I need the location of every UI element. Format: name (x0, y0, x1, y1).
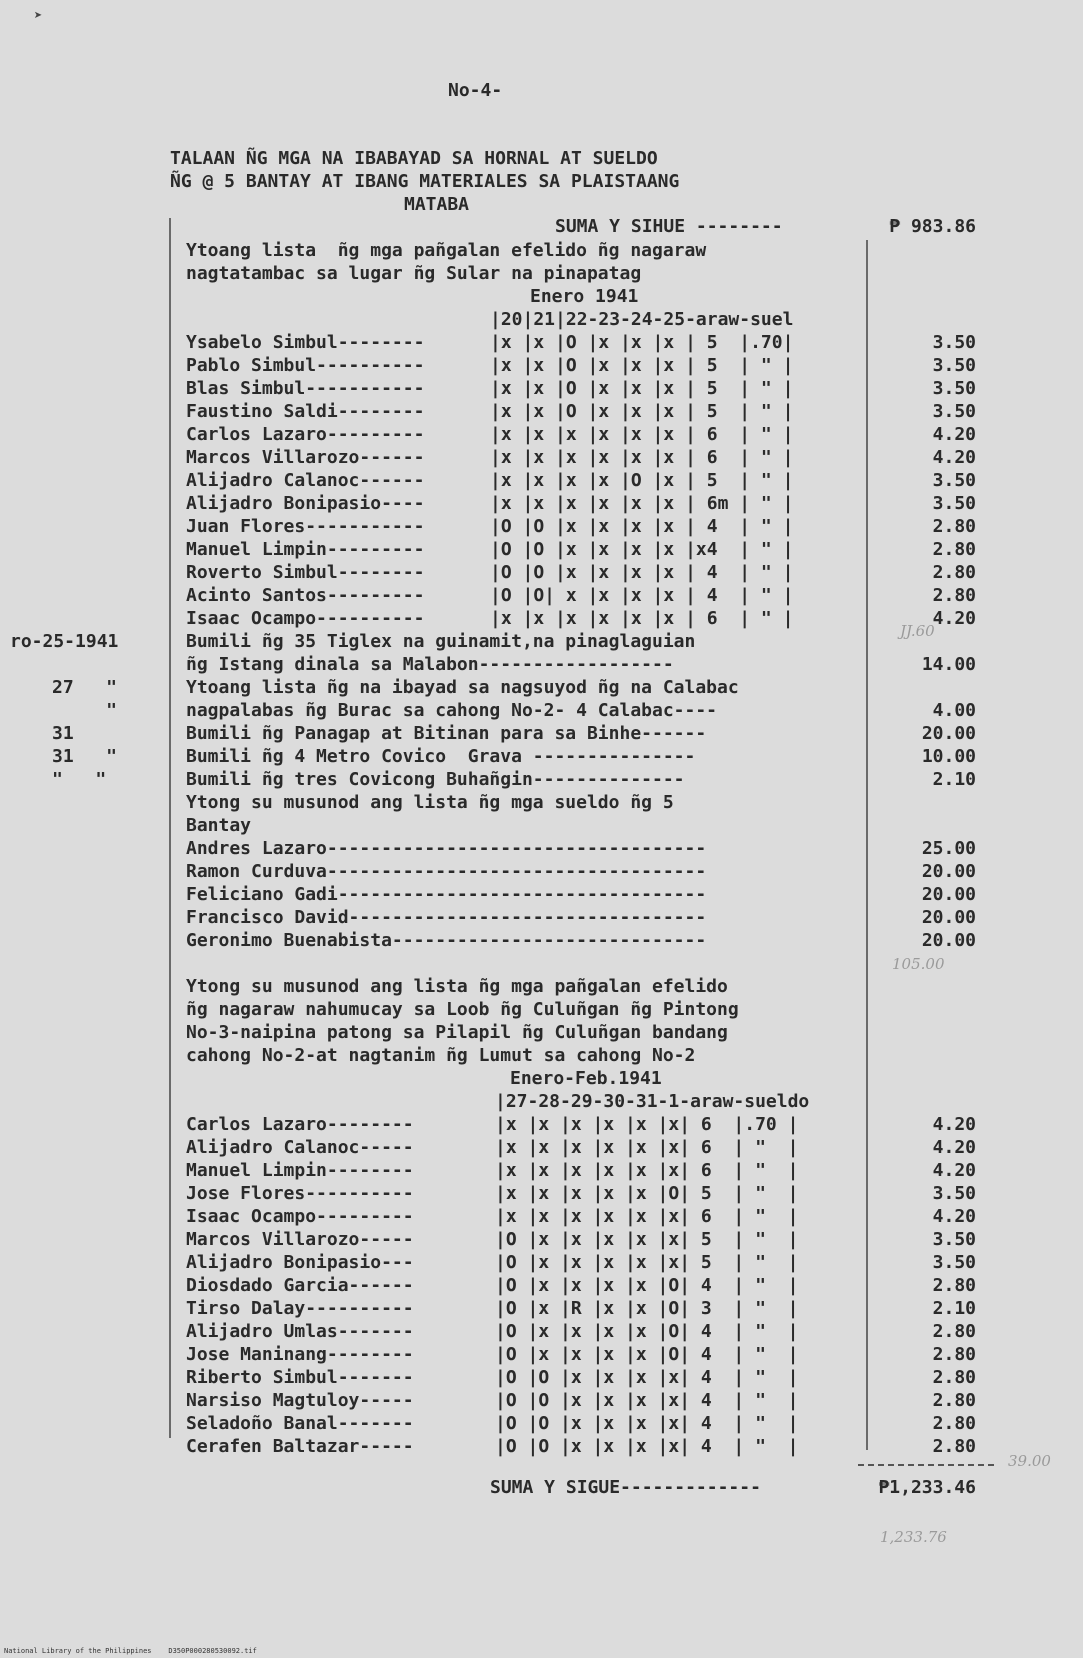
title-line-3: MATABA (404, 194, 470, 215)
handwritten-note: JJ.60 (900, 622, 935, 640)
table-row-marks: |O |O |x |x |x |x | 4 | " | (490, 562, 794, 583)
table-row-amount: 3.50 (932, 1252, 976, 1273)
section1-month: Enero 1941 (530, 286, 639, 307)
table-row-name: Andres Lazaro----------------------------------- (186, 838, 707, 859)
table-row-name: Alijadro Calanoc----- (186, 1137, 414, 1158)
table-row-marks: |x |x |O |x |x |x | 5 | " | (490, 401, 794, 422)
handwritten-note: 1,233.76 (880, 1528, 947, 1546)
handwritten-note: 105.00 (892, 955, 945, 973)
table-row-name: Carlos Lazaro--------- (186, 424, 425, 445)
corner-arrow-mark: ➤ (34, 8, 43, 24)
entry-amount: 14.00 (921, 654, 976, 675)
table-row-amount: 2.80 (932, 1413, 976, 1434)
entry-amount: 20.00 (921, 723, 976, 744)
table-row-amount: 20.00 (921, 884, 976, 905)
table-row-amount: 3.50 (932, 1183, 976, 1204)
table-row-amount: 25.00 (921, 838, 976, 859)
table-row-amount: 4.20 (932, 424, 976, 445)
table-row-amount: 20.00 (921, 907, 976, 928)
table-row-marks: |O |O |x |x |x |x| 4 | " | (495, 1367, 799, 1388)
table-row-amount: 2.80 (932, 585, 976, 606)
table-row-name: Isaac Ocampo--------- (186, 1206, 414, 1227)
table-row-name: Pablo Simbul---------- (186, 355, 425, 376)
table-row-marks: |O |O |x |x |x |x| 4 | " | (495, 1390, 799, 1411)
section1-column-header: |20|21|22-23-24-25-araw-suel (490, 309, 794, 330)
table-row-name: Isaac Ocampo---------- (186, 608, 425, 629)
table-row-amount: 4.20 (932, 608, 976, 629)
table-row-name: Cerafen Baltazar----- (186, 1436, 414, 1457)
table-row-amount: 4.20 (932, 1137, 976, 1158)
right-rule (866, 240, 868, 1450)
entry-date: 31 " (52, 746, 118, 767)
table-row-marks: |x |x |O |x |x |x | 5 |.70| (490, 332, 794, 353)
table-row-name: Tirso Dalay---------- (186, 1298, 414, 1319)
table-row-amount: 3.50 (932, 355, 976, 376)
entry-text: Bumili ñg 4 Metro Covico Grava --------------- (186, 746, 696, 767)
table-row-name: Riberto Simbul------- (186, 1367, 414, 1388)
entry-date: ro-25-1941 (10, 631, 119, 652)
table-row-amount: 4.20 (932, 1160, 976, 1181)
table-row-amount: 3.50 (932, 378, 976, 399)
section3-intro-2: ñg nagaraw nahumucay sa Loob ñg Culuñgan ñg Pintong (186, 999, 739, 1020)
entry-date: 27 " (52, 677, 118, 698)
handwritten-note: 39.00 (1008, 1452, 1051, 1470)
table-row-amount: 2.80 (932, 516, 976, 537)
table-row-marks: |x |x |x |x |x |x | 6m | " | (490, 493, 794, 514)
table-row-name: Ysabelo Simbul-------- (186, 332, 425, 353)
section2-intro-1: Ytong su musunod ang lista ñg mga sueldo ñg 5 (186, 792, 674, 813)
entry-amount: 4.00 (932, 700, 976, 721)
table-row-marks: |x |x |x |x |x |x | 6 | " | (490, 447, 794, 468)
page-number: No-4- (448, 80, 503, 101)
table-row-name: Feliciano Gadi---------------------------------- (186, 884, 707, 905)
table-row-amount: 2.80 (932, 562, 976, 583)
title-line-1: TALAAN ÑG MGA NA IBABAYAD SA HORNAL AT SUELDO (170, 148, 658, 169)
table-row-marks: |O |x |x |x |x |O| 4 | " | (495, 1275, 799, 1296)
table-row-marks: |x |x |x |x |x |x | 6 | " | (490, 608, 794, 629)
table-row-marks: |x |x |x |x |x |x | 6 | " | (490, 424, 794, 445)
table-row-name: Diosdado Garcia------ (186, 1275, 414, 1296)
table-row-marks: |O |x |R |x |x |O| 3 | " | (495, 1298, 799, 1319)
table-row-marks: |x |x |x |x |x |O| 5 | " | (495, 1183, 799, 1204)
table-row-marks: |O |O| x |x |x |x | 4 | " | (490, 585, 794, 606)
table-row-amount: 2.80 (932, 1390, 976, 1411)
table-row-name: Narsiso Magtuloy----- (186, 1390, 414, 1411)
table-row-name: Jose Flores---------- (186, 1183, 414, 1204)
table-row-amount: 4.20 (932, 1206, 976, 1227)
table-row-name: Carlos Lazaro-------- (186, 1114, 414, 1135)
table-row-amount: 3.50 (932, 493, 976, 514)
table-row-amount: 20.00 (921, 930, 976, 951)
entry-text: Ytoang lista ñg na ibayad sa nagsuyod ñg na Calabac (186, 677, 739, 698)
entry-date: " " (52, 769, 107, 790)
table-row-marks: |x |x |x |x |x |x| 6 |.70 | (495, 1114, 799, 1135)
table-row-name: Faustino Saldi-------- (186, 401, 425, 422)
suma-top-label: SUMA Y SIHUE -------- (555, 216, 783, 237)
entry-text: Bumili ñg Panagap at Bitinan para sa Binhe------ (186, 723, 707, 744)
table-row-amount: 2.80 (932, 1344, 976, 1365)
table-row-marks: |x |x |O |x |x |x | 5 | " | (490, 378, 794, 399)
table-row-name: Acinto Santos--------- (186, 585, 425, 606)
table-row-name: Alijadro Calanoc------ (186, 470, 425, 491)
table-row-name: Alijadro Bonipasio---- (186, 493, 425, 514)
table-row-name: Roverto Simbul-------- (186, 562, 425, 583)
section3-intro-3: No-3-naipina patong sa Pilapil ñg Culuñgan bandang (186, 1022, 728, 1043)
table-row-amount: 3.50 (932, 332, 976, 353)
section2-intro-2: Bantay (186, 815, 252, 836)
archive-footer: National Library of the Philippines D350P000280530092.tif (4, 1647, 257, 1655)
entry-date: " (52, 700, 118, 721)
table-row-name: Blas Simbul----------- (186, 378, 425, 399)
table-row-name: Alijadro Bonipasio--- (186, 1252, 414, 1273)
section3-intro-1: Ytong su musunod ang lista ñg mga pañgalan efelido (186, 976, 728, 997)
table-row-name: Seladoño Banal------- (186, 1413, 414, 1434)
table-row-name: Jose Maninang-------- (186, 1344, 414, 1365)
table-row-marks: |x |x |x |x |x |x| 6 | " | (495, 1160, 799, 1181)
table-row-amount: 20.00 (921, 861, 976, 882)
table-row-marks: |O |O |x |x |x |x | 4 | " | (490, 516, 794, 537)
table-row-name: Geronimo Buenabista----------------------------- (186, 930, 707, 951)
table-row-amount: 2.80 (932, 1367, 976, 1388)
suma-bottom-label: SUMA Y SIGUE------------- (490, 1477, 761, 1498)
table-row-marks: |x |x |O |x |x |x | 5 | " | (490, 355, 794, 376)
title-line-2: ÑG @ 5 BANTAY AT IBANG MATERIALES SA PLAISTAANG (170, 171, 680, 192)
entry-date: 31 (52, 723, 74, 744)
suma-bottom-amount: ₱1,233.46 (878, 1477, 976, 1498)
total-separator (858, 1464, 994, 1466)
section3-month: Enero-Feb.1941 (510, 1068, 662, 1089)
table-row-amount: 2.10 (932, 1298, 976, 1319)
table-row-amount: 3.50 (932, 401, 976, 422)
table-row-name: Juan Flores----------- (186, 516, 425, 537)
entry-amount: 2.10 (932, 769, 976, 790)
section1-intro-1: Ytoang lista ñg mga pañgalan efelido ñg nagaraw (186, 240, 707, 261)
table-row-name: Manuel Limpin-------- (186, 1160, 414, 1181)
table-row-marks: |O |x |x |x |x |x| 5 | " | (495, 1229, 799, 1250)
section1-intro-2: nagtatambac sa lugar ñg Sular na pinapatag (186, 263, 642, 284)
table-row-name: Marcos Villarozo------ (186, 447, 425, 468)
table-row-marks: |x |x |x |x |O |x | 5 | " | (490, 470, 794, 491)
table-row-amount: 2.80 (932, 1275, 976, 1296)
table-row-name: Marcos Villarozo----- (186, 1229, 414, 1250)
suma-top-amount: ₱ 983.86 (889, 216, 976, 237)
entry-amount: 10.00 (921, 746, 976, 767)
entry-text: Bumili ñg tres Covicong Buhañgin-------------- (186, 769, 685, 790)
table-row-amount: 2.80 (932, 1436, 976, 1457)
table-row-name: Manuel Limpin--------- (186, 539, 425, 560)
entry-text: nagpalabas ñg Burac sa cahong No-2- 4 Calabac---- (186, 700, 718, 721)
table-row-amount: 2.80 (932, 539, 976, 560)
table-row-amount: 4.20 (932, 1114, 976, 1135)
table-row-name: Alijadro Umlas------- (186, 1321, 414, 1342)
table-row-marks: |x |x |x |x |x |x| 6 | " | (495, 1206, 799, 1227)
table-row-name: Francisco David--------------------------------- (186, 907, 707, 928)
table-row-amount: 2.80 (932, 1321, 976, 1342)
section3-column-header: |27-28-29-30-31-1-araw-sueldo (495, 1091, 810, 1112)
table-row-marks: |O |O |x |x |x |x| 4 | " | (495, 1436, 799, 1457)
table-row-marks: |x |x |x |x |x |x| 6 | " | (495, 1137, 799, 1158)
table-row-marks: |O |x |x |x |x |O| 4 | " | (495, 1321, 799, 1342)
table-row-amount: 3.50 (932, 1229, 976, 1250)
table-row-marks: |O |x |x |x |x |O| 4 | " | (495, 1344, 799, 1365)
table-row-marks: |O |O |x |x |x |x| 4 | " | (495, 1413, 799, 1434)
section3-intro-4: cahong No-2-at nagtanim ñg Lumut sa cahong No-2 (186, 1045, 696, 1066)
table-row-amount: 4.20 (932, 447, 976, 468)
entry-text: ñg Istang dinala sa Malabon------------------ (186, 654, 674, 675)
left-rule (169, 218, 171, 1438)
entry-text: Bumili ñg 35 Tiglex na guinamit,na pinaglaguian (186, 631, 696, 652)
table-row-marks: |O |O |x |x |x |x |x4 | " | (490, 539, 794, 560)
table-row-name: Ramon Curduva----------------------------------- (186, 861, 707, 882)
table-row-amount: 3.50 (932, 470, 976, 491)
table-row-marks: |O |x |x |x |x |x| 5 | " | (495, 1252, 799, 1273)
